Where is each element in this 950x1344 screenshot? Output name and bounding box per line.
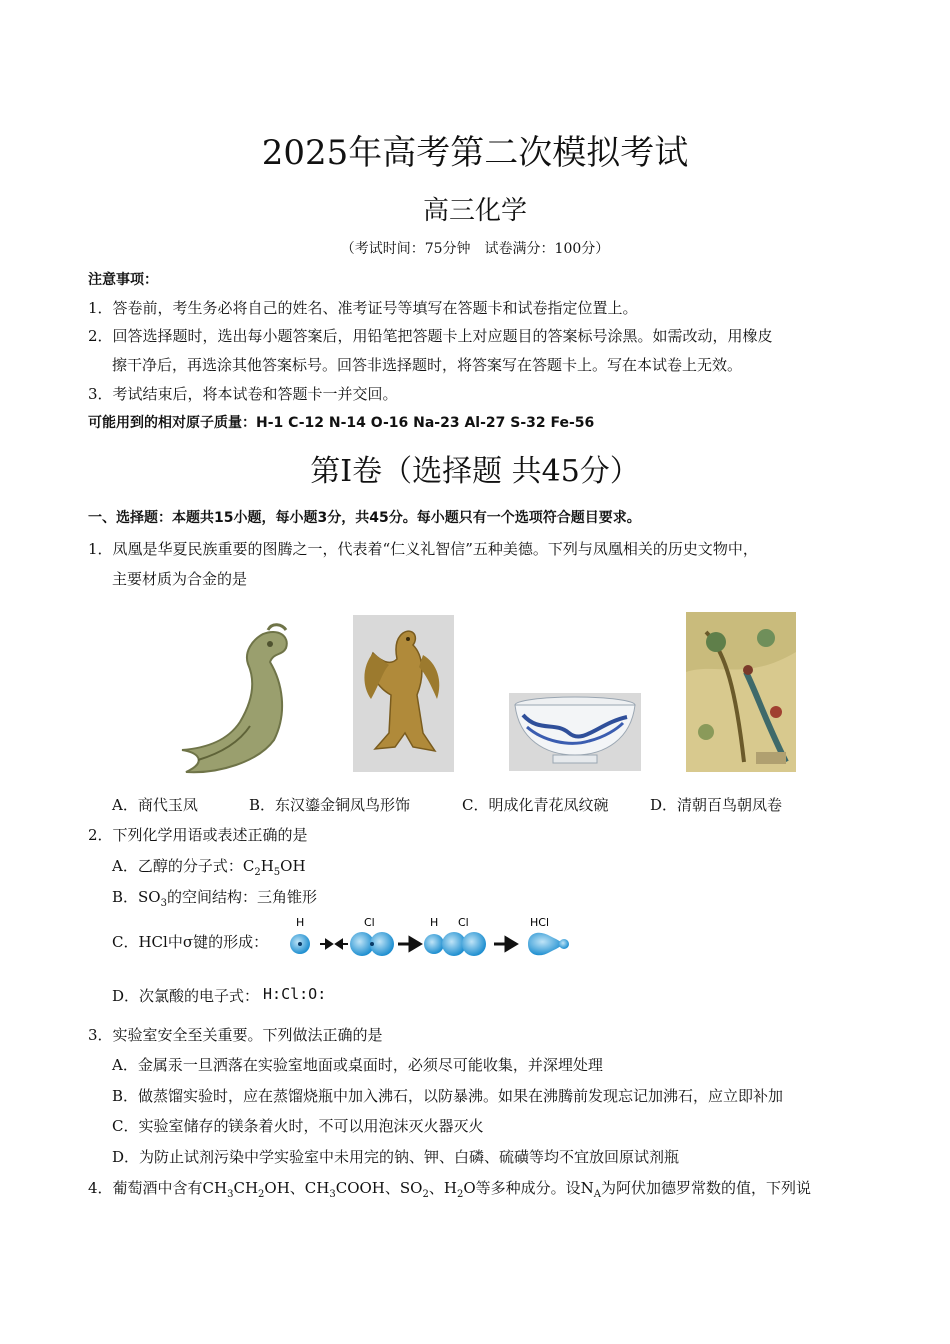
notice-item-3: 3．考试结束后，将本试卷和答题卡一并交回。 xyxy=(88,385,398,403)
section-title: 第Ⅰ卷（选择题 共45分） xyxy=(310,454,640,489)
blue-white-porcelain-bowl-image xyxy=(509,693,641,771)
hundred-birds-scroll-image xyxy=(686,612,796,772)
jade-phoenix-image xyxy=(178,622,308,782)
diagram-label-h1: H xyxy=(296,916,305,929)
notice-item-2b: 擦干净后，再选涂其他答案标号。回答非选择题时，将答案写在答题卡上。写在本试卷上无效。 xyxy=(112,356,743,374)
notice-item-2a: 2．回答选择题时，选出每小题答案后，用铅笔把答题卡上对应题目的答案标号涂黑。如需改动，用橡皮 xyxy=(88,327,773,345)
sigma-bond-formation-diagram xyxy=(284,914,574,962)
hypochlorous-electron-formula: H:Cl:O: xyxy=(263,985,327,1003)
q3-option-d: D．为防止试剂污染中学实验室中未用完的钠、钾、白磷、硫磺等均不宜放回原试剂瓶 xyxy=(112,1148,680,1166)
diagram-label-hcl: HCl xyxy=(530,916,550,929)
q3-option-a: A．金属汞一旦洒落在实验室地面或桌面时，必须尽可能收集，并深埋处理 xyxy=(112,1056,603,1074)
q1-option-a: A．商代玉凤 xyxy=(112,796,198,814)
q1-option-d: D．清朝百鸟朝凤卷 xyxy=(650,796,783,814)
diagram-label-cl2: Cl xyxy=(458,916,469,929)
q1-options xyxy=(112,794,782,815)
q3-option-b: B．做蒸馏实验时，应在蒸馏烧瓶中加入沸石，以防暴沸。如果在沸腾前发现忘记加沸石，应立即补加 xyxy=(112,1087,784,1105)
exam-time-info: （考试时间：75分钟 试卷满分：100分） xyxy=(340,241,610,257)
q2-option-d: D．次氯酸的电子式： H:Cl:O: xyxy=(112,985,327,1005)
q3-option-c: C．实验室储存的镁条着火时，不可以用泡沫灭火器灭火 xyxy=(112,1117,484,1135)
notice-heading: 注意事项： xyxy=(88,272,158,288)
notice-item-1: 1．答卷前，考生务必将自己的姓名、准考证号等填写在答题卡和试卷指定位置上。 xyxy=(88,299,638,317)
part1-intro: 一、选择题：本题共15小题，每小题3分，共45分。每小题只有一个选项符合题目要求。 xyxy=(88,510,641,526)
diagram-label-cl1: Cl xyxy=(364,916,375,929)
q2-stem: 2．下列化学用语或表述正确的是 xyxy=(88,826,308,844)
q2-option-c: C．HCl中σ键的形成： xyxy=(112,933,269,951)
q3-stem: 3．实验室安全至关重要。下列做法正确的是 xyxy=(88,1026,383,1044)
q1-stem-a: 1．凤凰是华夏民族重要的图腾之一，代表着“仁义礼智信”五种美德。下列与凤凰相关的历史文物中， xyxy=(88,540,758,558)
q2-option-b: B．$SO_3$的空间结构：三角锥形 xyxy=(112,888,317,909)
q4-stem: 4．葡萄酒中含有$CH_3CH_2OH$、$CH_3COOH$、$SO_2$、$H_2O$等多种成分。设$N_A$为阿伏加德罗常数的值，下列说 xyxy=(88,1179,811,1200)
q1-stem-b: 主要材质为合金的是 xyxy=(112,570,248,588)
q2-option-a: A．乙醇的分子式：$C_2H_5OH$ xyxy=(112,857,306,878)
gilt-bronze-phoenix-image xyxy=(353,615,454,772)
exam-title: 2025年高考第二次模拟考试 xyxy=(261,133,689,173)
q1-option-b: B．东汉鎏金铜凤鸟形饰 xyxy=(249,796,411,814)
q1-option-c: C．明成化青花凤纹碗 xyxy=(462,796,609,814)
atomic-masses: 可能用到的相对原子质量：H-1 C-12 N-14 O-16 Na-23 Al-27 S-32 Fe-56 xyxy=(88,415,595,431)
diagram-label-h2: H xyxy=(430,916,439,929)
exam-subject: 高三化学 xyxy=(422,196,527,226)
